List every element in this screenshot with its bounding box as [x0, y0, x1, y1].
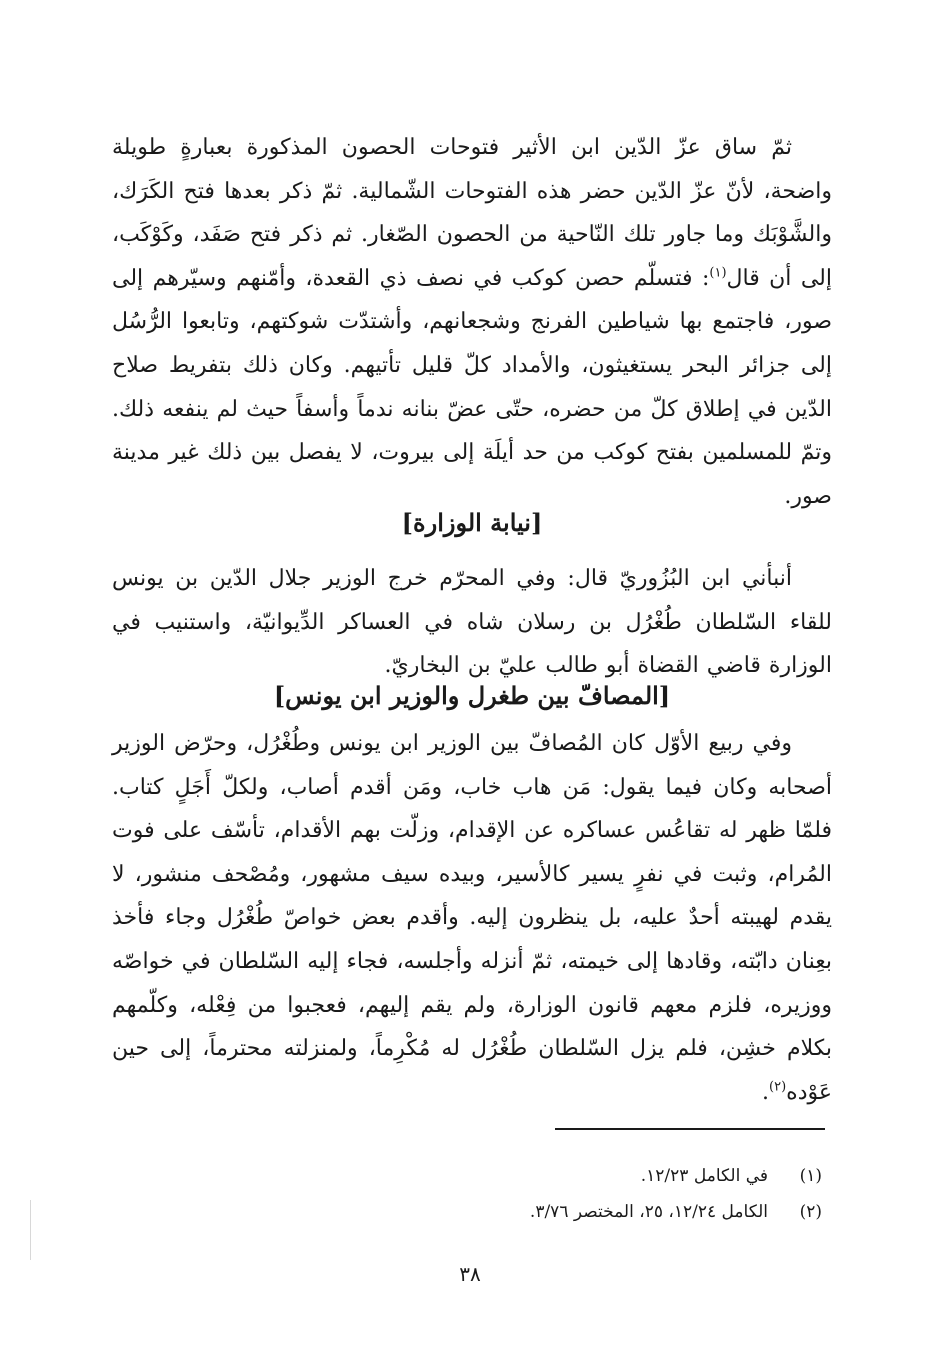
paragraph-text: ثمّ ساق عزّ الدّين ابن الأثير فتوحات الحصون المذكورة بعبارةٍ طويلة واضحة، لأنّ عزّ الدّين حضر هذه الفتوحات الشّمالية. ثمّ ذكر بعدها فتح الكَرَك، والشَّوْبَك وما جاور تلك النّاحية من الحصون الصّغار. ثم ذكر فتح صَفَد، وكَوْكَب، إلى أن قال	[112, 135, 832, 291]
paragraph-text: وفي ربيع الأوّل كان المُصافّ بين الوزير ابن يونس وطُغْرُل، وحرّض الوزير أصحابه وكان فيما يقول: مَن هاب خاب، ومَن أقدم أصاب، ولكلّ أَجَلٍ كتاب. فلمّا ظهر له تقاعُس عساكره عن الإقدام، وزلّت بهم الأقدام، تأسّف على فوت المُرام، وثبت في نفرٍ يسير كالأسير، وبيده سيف مشهور، ومُصْحف منشور، لا يقدم لهيبته أحدٌ عليه، بل ينظرون إليه. وأقدم بعض خواصّ طُغْرُل وجاء فأخذ بعِنان دابّته، وقادها إلى خيمته، ثمّ أنزله وأجلسه، فجاء إليه السّلطان في خواصّه ووزيره، فلزم معهم قانون الوزارة، ولم يقم إليهم، فعجبوا من فِعْله، وكلّمهم بكلام خشِن، فلم يزل السّلطان طُغْرُل له مُكْرِماً، ولمنزلته محترماً، إلى حين عَوْده	[112, 731, 832, 1105]
footnote-number: (٢)	[799, 1202, 822, 1222]
body-text-section-2	[112, 557, 832, 688]
body-text-section-3	[112, 722, 832, 1114]
scan-artifact	[30, 1200, 31, 1260]
footnotes	[112, 1158, 832, 1230]
paragraph-text: .	[762, 1079, 770, 1105]
paragraph	[112, 722, 832, 1114]
footnote-text: في الكامل ١٢/٢٣.	[640, 1166, 768, 1186]
footnote-text: الكامل ١٢/٢٤، ٢٥، المختصر ٣/٧٦.	[529, 1202, 768, 1222]
footnote-number: (١)	[799, 1166, 822, 1186]
page-number: ٣٨	[459, 1262, 481, 1286]
footnote-divider	[555, 1128, 825, 1130]
paragraph-text: : فتسلّم حصن كوكب في نصف ذي القعدة، وأمّنهم وسيّرهم إلى صور، فاجتمع بها شياطين الفرنج وشجعانهم، وأشتدّت شوكتهم، وتابعوا الرُّسُل إلى جزائر البحر يستغيثون، والأمداد كلّ قليل تأتيهم. وكان ذلك بتفريط صلاح الدّين في إطلاق كلّ من حضره، حتّى عضّ بنانه ندماً وأسفاً حيث لم ينفعه ذلك. وتمّ للمسلمين بفتح كوكب من حد أيلَة إلى بيروت، لا يفصل بين ذلك غير مدينة صور.	[112, 265, 832, 509]
footnote-item	[112, 1158, 822, 1194]
footnote-reference: (١)	[709, 265, 727, 281]
body-text-section-1	[112, 126, 832, 518]
section-heading: [نيابة الوزارة]	[401, 508, 543, 537]
paragraph: أنبأني ابن البُزُوريّ قال: وفي المحرّم خرج الوزير جلال الدّين بن يونس للقاء السّلطان طُغْرُل بن رسلان شاه في العساكر الدِّيوانيّة، واستنيب في الوزارة قاضي القضاة أبو طالب عليّ بن البخاريّ.	[112, 566, 832, 679]
section-heading: [المصافّ بين طغرل والوزير ابن يونس]	[273, 681, 671, 710]
footnote-item	[112, 1194, 822, 1230]
footnote-reference: (٢)	[769, 1079, 787, 1095]
paragraph	[112, 126, 832, 518]
